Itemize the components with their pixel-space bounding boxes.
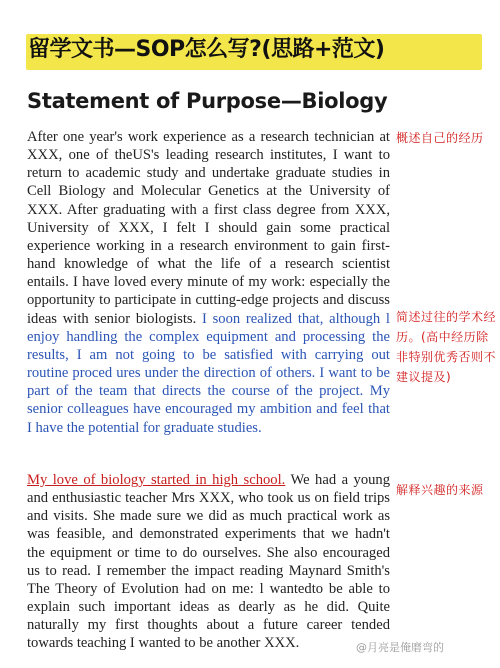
- paragraph-1-intro: After one year's work experience as a research technician at XXX, one of theUS's leading research institutes, I want to return to academic study and undertake graduate studies in Cell Biology and Molecular Genetics at the University of XXX. After graduating with a first class degree from XXX, University of XXX, I felt I should gain some practical experience working in a research environment to gain first-hand knowledge of what the life of a research scientist entails. I have loved every minute of my work: especially the opportunity to participate in cutting-edge projects and discuss ideas with senior biologists.: [27, 129, 390, 327]
- annotation-interest: 解释兴趣的来源: [396, 483, 484, 497]
- document-title: Statement of Purpose—Biology: [27, 89, 388, 113]
- paragraph-2-lead: My love of biology started in high school.: [27, 472, 286, 488]
- annotation-academic: 简述过往的学术经历。(高中经历除非特别优秀否则不建议提及): [396, 310, 497, 384]
- watermark: @月亮是俺磨弯的: [356, 641, 444, 654]
- paragraph-interest: [27, 471, 390, 653]
- banner-title: 留学文书—SOP怎么写?(思路+范文): [28, 37, 385, 62]
- paragraph-experience: [27, 128, 390, 437]
- paragraph-1-highlight: I soon realized that, although l enjoy handling the complex equipment and processing the results, I am not going to be satisfied with carrying out routine proced ures under the direction of others. I want to be part of the team that directs the course of the project. My senior colleagues have encouraged my ambition and feel that I have the potential for graduate studies.: [27, 310, 390, 436]
- annotation-overview: 概述自己的经历: [396, 131, 484, 145]
- paragraph-2-body: We had a young and enthusiastic teacher Mrs XXX, who took us on field trips and visits. She made sure we did as much practical work as was feasible, and demonstrated experiments that we hadn't the equipment or time to do ourselves. She also encouraged us to read. I remember the impact reading Maynard Smith's The Theory of Evolution had on me: l wantedto be able to explain such important ideas as dearly as he did. Quite naturally my first thoughts about a future career tended towards teaching I wanted to be another XXX.: [27, 472, 391, 652]
